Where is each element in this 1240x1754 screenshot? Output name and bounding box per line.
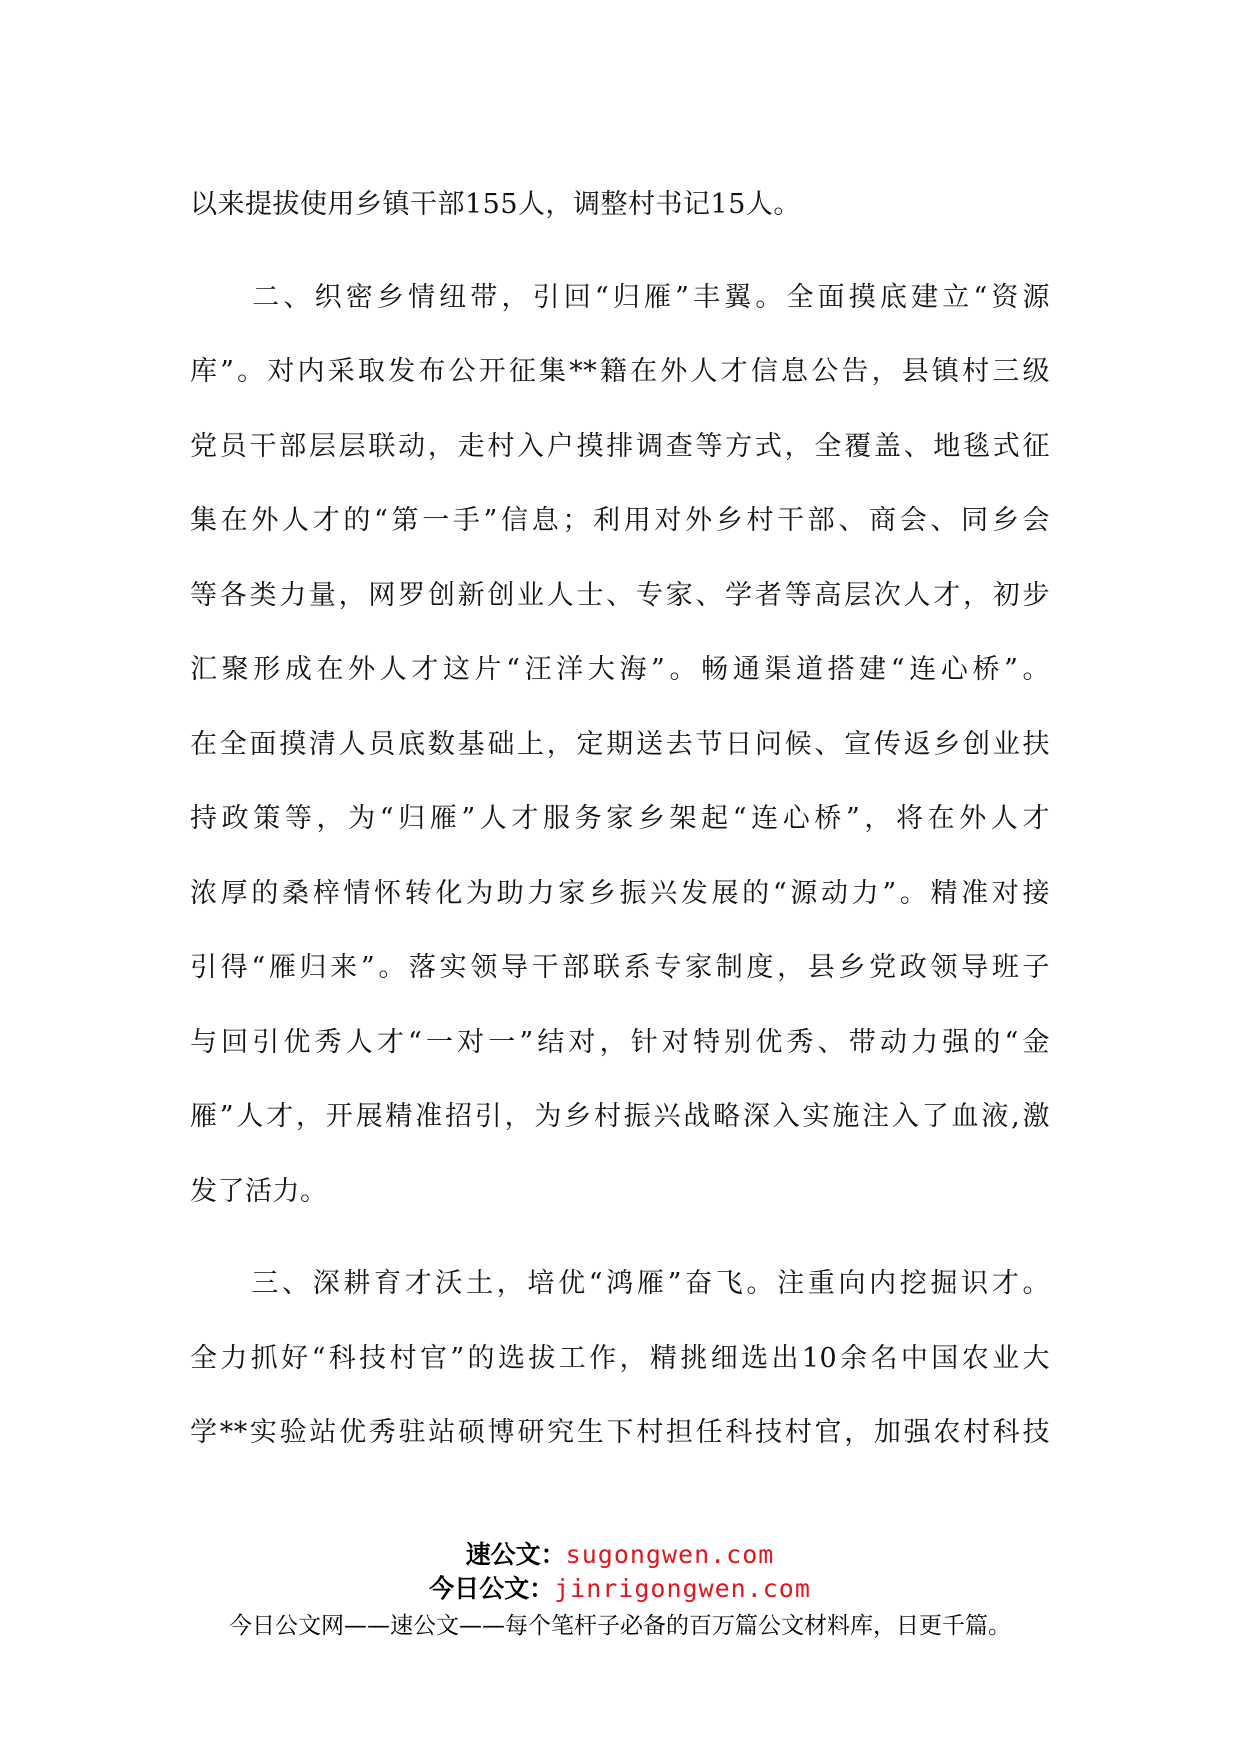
text-line: 浓厚的桑梓情怀转化为助力家乡振兴发展的“源动力”。精准对接: [190, 877, 1050, 909]
text-line: 汇聚形成在外人才这片“汪洋大海”。畅通渠道搭建“连心桥”。: [190, 654, 1050, 685]
footer-site-link[interactable]: jinrigongwen.com: [554, 1574, 811, 1603]
text-line: 集在外人才的“第一手”信息；利用对外乡村干部、商会、同乡会: [190, 505, 1050, 536]
footer-site-sugongwen: [0, 1538, 1240, 1572]
paragraph-gap: [190, 243, 1050, 261]
text-line: 学**实验站优秀驻站硕博研究生下村担任科技村官，加强农村科技: [190, 1417, 1050, 1448]
document-body: [190, 168, 1050, 1471]
text-line: 二、织密乡情纽带，引回“归雁”丰翼。全面摸底建立“资源: [190, 281, 1050, 313]
footer-site-label: 今日公文：: [429, 1574, 555, 1603]
text-line: 雁”人才，开展精准招引，为乡村振兴战略深入实施注入了血液,激: [190, 1101, 1050, 1132]
text-line: 与回引优秀人才“一对一”结对，针对特别优秀、带动力强的“金: [190, 1026, 1050, 1058]
footer-site-label: 速公文：: [465, 1540, 566, 1569]
text-line: 等各类力量，网罗创新创业人士、专家、学者等高层次人才，初步: [190, 579, 1050, 611]
paragraph-3: [190, 1247, 1050, 1471]
paragraph-1: [190, 168, 1050, 243]
footer-site-jinrigongwen: [0, 1572, 1240, 1606]
text-line: 党员干部层层联动，走村入户摸排调查等方式，全覆盖、地毯式征: [190, 430, 1050, 462]
footer-site-link[interactable]: sugongwen.com: [565, 1540, 775, 1569]
text-line: 引得“雁归来”。落实领导干部联系专家制度，县乡党政领导班子: [190, 952, 1050, 983]
text-line: 在全面摸清人员底数基础上，定期送去节日问候、宣传返乡创业扶: [190, 728, 1050, 760]
text-line: 库”。对内采取发布公开征集**籍在外人才信息公告，县镇村三级: [190, 356, 1050, 387]
footer-slogan: 今日公文网——速公文——每个笔杆子必备的百万篇公文材料库，日更千篇。: [229, 1613, 1011, 1639]
footer-watermark: [0, 1538, 1240, 1644]
paragraph-gap: [190, 1229, 1050, 1247]
text-line: 持政策等，为“归雁”人才服务家乡架起“连心桥”，将在外人才: [190, 803, 1050, 834]
text-line: 发了活力。: [190, 1175, 328, 1207]
text-line: 全力抓好“科技村官”的选拔工作，精挑细选出10余名中国农业大: [190, 1342, 1050, 1374]
text-line: 以来提拔使用乡镇干部155人，调整村书记15人。: [190, 189, 801, 220]
paragraph-2: [190, 261, 1050, 1230]
text-line: 三、深耕育才沃土，培优“鸿雁”奋飞。注重向内挖掘识才。: [190, 1268, 1050, 1299]
